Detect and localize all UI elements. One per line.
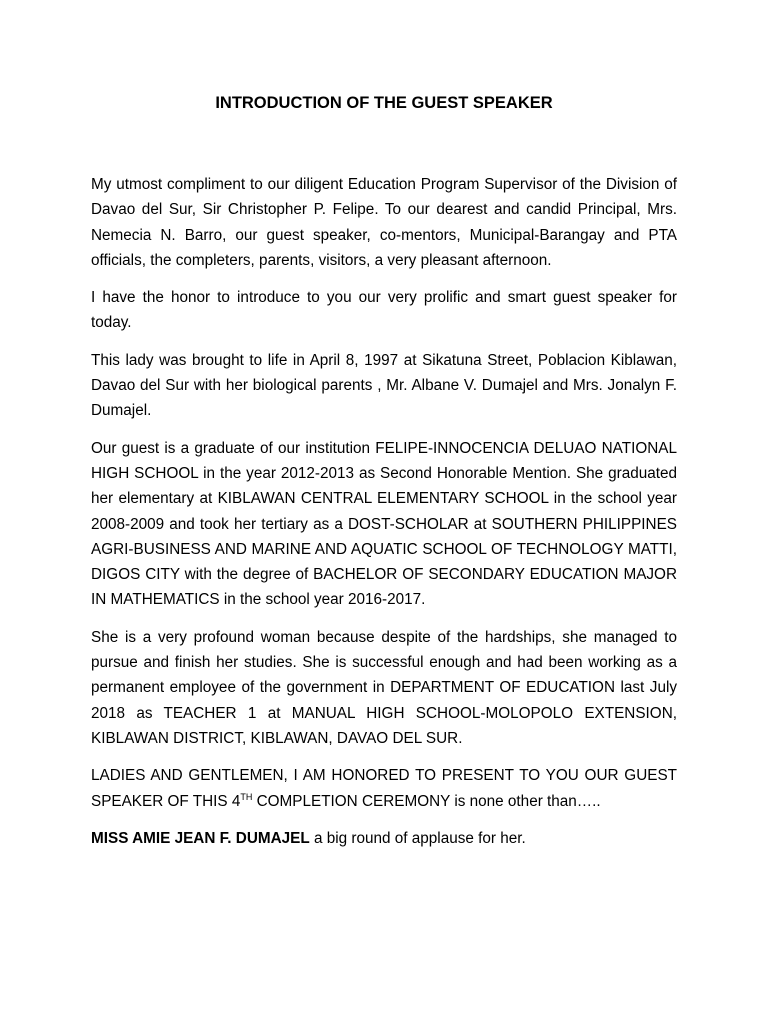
closing-text: a big round of applause for her. <box>309 829 526 847</box>
announcement-text-end: COMPLETION CEREMONY is none other than….. <box>252 792 601 810</box>
paragraph-birth: This lady was brought to life in April 8, 1997 at Sikatuna Street, Poblacion Kiblawan, Davao del Sur with her biological parents , Mr. Albane V. Dumajel and Mrs. Jonalyn F. Dumajel. <box>91 351 677 420</box>
paragraph-closing <box>91 826 677 851</box>
document-body <box>91 172 677 863</box>
paragraph-announcement <box>91 763 677 814</box>
paragraph-honor: I have the honor to introduce to you our very prolific and smart guest speaker for today. <box>91 289 677 332</box>
paragraph-career: She is a very profound woman because despite of the hardships, she managed to pursue and finish her studies. She is successful enough and had been working as a permanent employee of the government in DEPARTMENT OF EDUCATION last July 2018 as TEACHER 1 at MANUAL HIGH SCHOOL-MOLOPOLO EXTENSION, KIBLAWAN DISTRICT, KIBLAWAN, DAVAO DEL SUR. <box>91 628 677 747</box>
ordinal-suffix: TH <box>240 791 253 802</box>
paragraph-education: Our guest is a graduate of our institution FELIPE-INNOCENCIA DELUAO NATIONAL HIGH SCHOOL in the year 2012-2013 as Second Honorable Mention. She graduated her elementary at KIBLAWAN CENTRAL ELEMENTARY SCHOOL in the school year 2008-2009 and took her tertiary as a DOST-SCHOLAR at SOUTHERN PHILIPPINES AGRI-BUSINESS AND MARINE AND AQUATIC SCHOOL OF TECHNOLOGY MATTI, DIGOS CITY with the degree of BACHELOR OF SECONDARY EDUCATION MAJOR IN MATHEMATICS in the school year 2016-2017. <box>91 439 677 609</box>
announcement-text: LADIES AND GENTLEMEN, I AM HONORED TO PRESENT TO YOU OUR GUEST SPEAKER OF THIS 4 <box>91 767 677 810</box>
speaker-name: MISS AMIE JEAN F. DUMAJEL <box>91 829 310 847</box>
document-title: INTRODUCTION OF THE GUEST SPEAKER <box>215 94 553 112</box>
paragraph-greeting: My utmost compliment to our diligent Education Program Supervisor of the Division of Davao del Sur, Sir Christopher P. Felipe. To our dearest and candid Principal, Mrs. Nemecia N. Barro, our guest speaker, co-mentors, Municipal-Barangay and PTA officials, the completers, parents, visitors, a very pleasant afternoon. <box>91 176 677 269</box>
